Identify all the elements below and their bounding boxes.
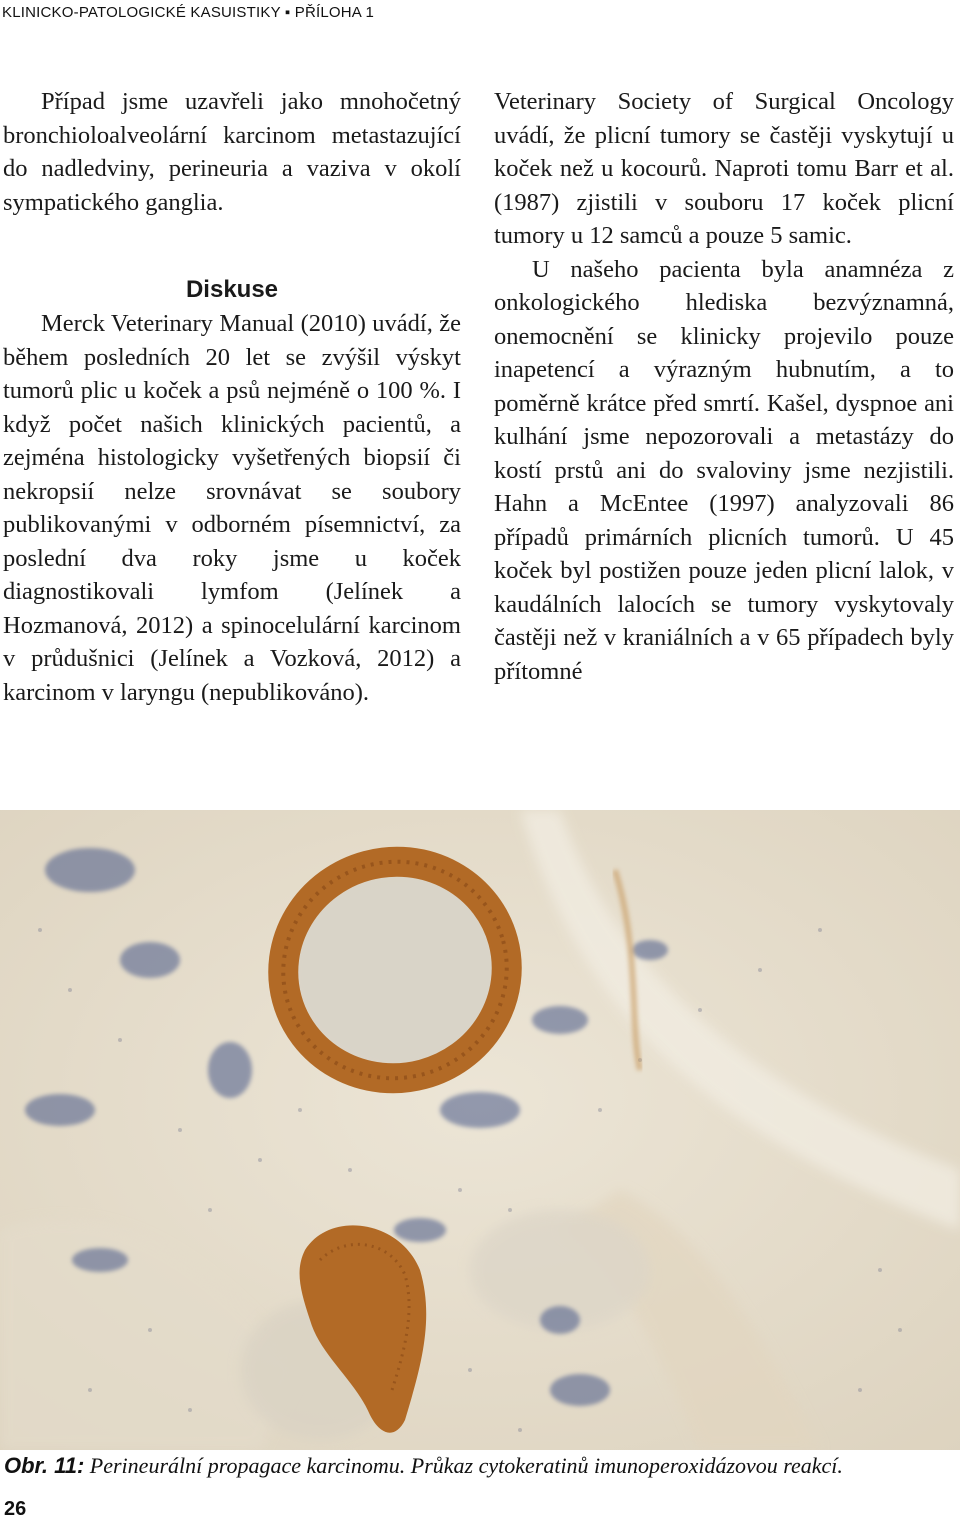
continued-paragraph: Veterinary Society of Surgical Oncology uvádí, že plicní tumory se častěji vyskytují u koček než u kocourů. Naproti tomu Barr et al. (1987) zjistili v souboru 17 koček plicní tumory u 12 samců a pouze 5 samic. (494, 88, 954, 249)
intro-paragraph: Případ jsme uzavřeli jako mnohočetný bronchioloalveolární karcinom metastazující do nadledviny, perineuria a vaziva v okolí sympatického ganglia. (3, 88, 461, 216)
section-heading: Diskuse (185, 276, 279, 303)
patient-paragraph: U našeho pacienta byla anamnéza z onkologického hlediska bezvýznamná, onemocnění se klinicky projevilo pouze inapetencí a výrazným hubnutím, a to poměrně krátce před smrtí. Kašel, dyspnoe ani kulhání jsme nepozorovali a metastázy do kostí prstů ani do svaloviny jsme nezjistili. Hahn a McEntee (1997) analyzovali 86 případů primárních plicních tumorů. U 45 koček byl postižen pouze jeden plicní lalok, v kaudálních lalocích se tumory vyskytovaly častěji než v kraniálních a v 65 případech byly přítomné (494, 255, 954, 685)
micrograph-figure (0, 810, 960, 1450)
running-header: KLINICKO-PATOLOGICKÉ KASUISTIKY ▪ PŘÍLOHA 1 (2, 4, 375, 21)
discussion-paragraph: Merck Veterinary Manual (2010) uvádí, že během posledních 20 let se zvýšil výskyt tumorů plic u koček a psů nejméně o 100 %. I když počet našich klinických pacientů, a zejména histologicky vyšetřených biopsií či nekropsií nelze srovnávat se soubory publikovanými v odborném písemnictví, za poslední dva roky jsme u koček diagnostikovali lymfom (Jelínek a Hozmanová, 2012) a spinocelulární karcinom v průdušnici (Jelínek a Vozková, 2012) a karcinom v laryngu (nepublikováno). (3, 310, 461, 706)
page-number: 26 (4, 1498, 27, 1520)
figure-caption-label: Obr. 11: (4, 1453, 85, 1478)
figure-caption-text: Perineurální propagace karcinomu. Průkaz cytokeratinů imunoperoxidázovou reakcí. (89, 1453, 843, 1478)
right-column (494, 85, 954, 688)
micrograph-image (0, 810, 960, 1450)
left-column (3, 85, 461, 709)
figure-caption (4, 1452, 843, 1480)
